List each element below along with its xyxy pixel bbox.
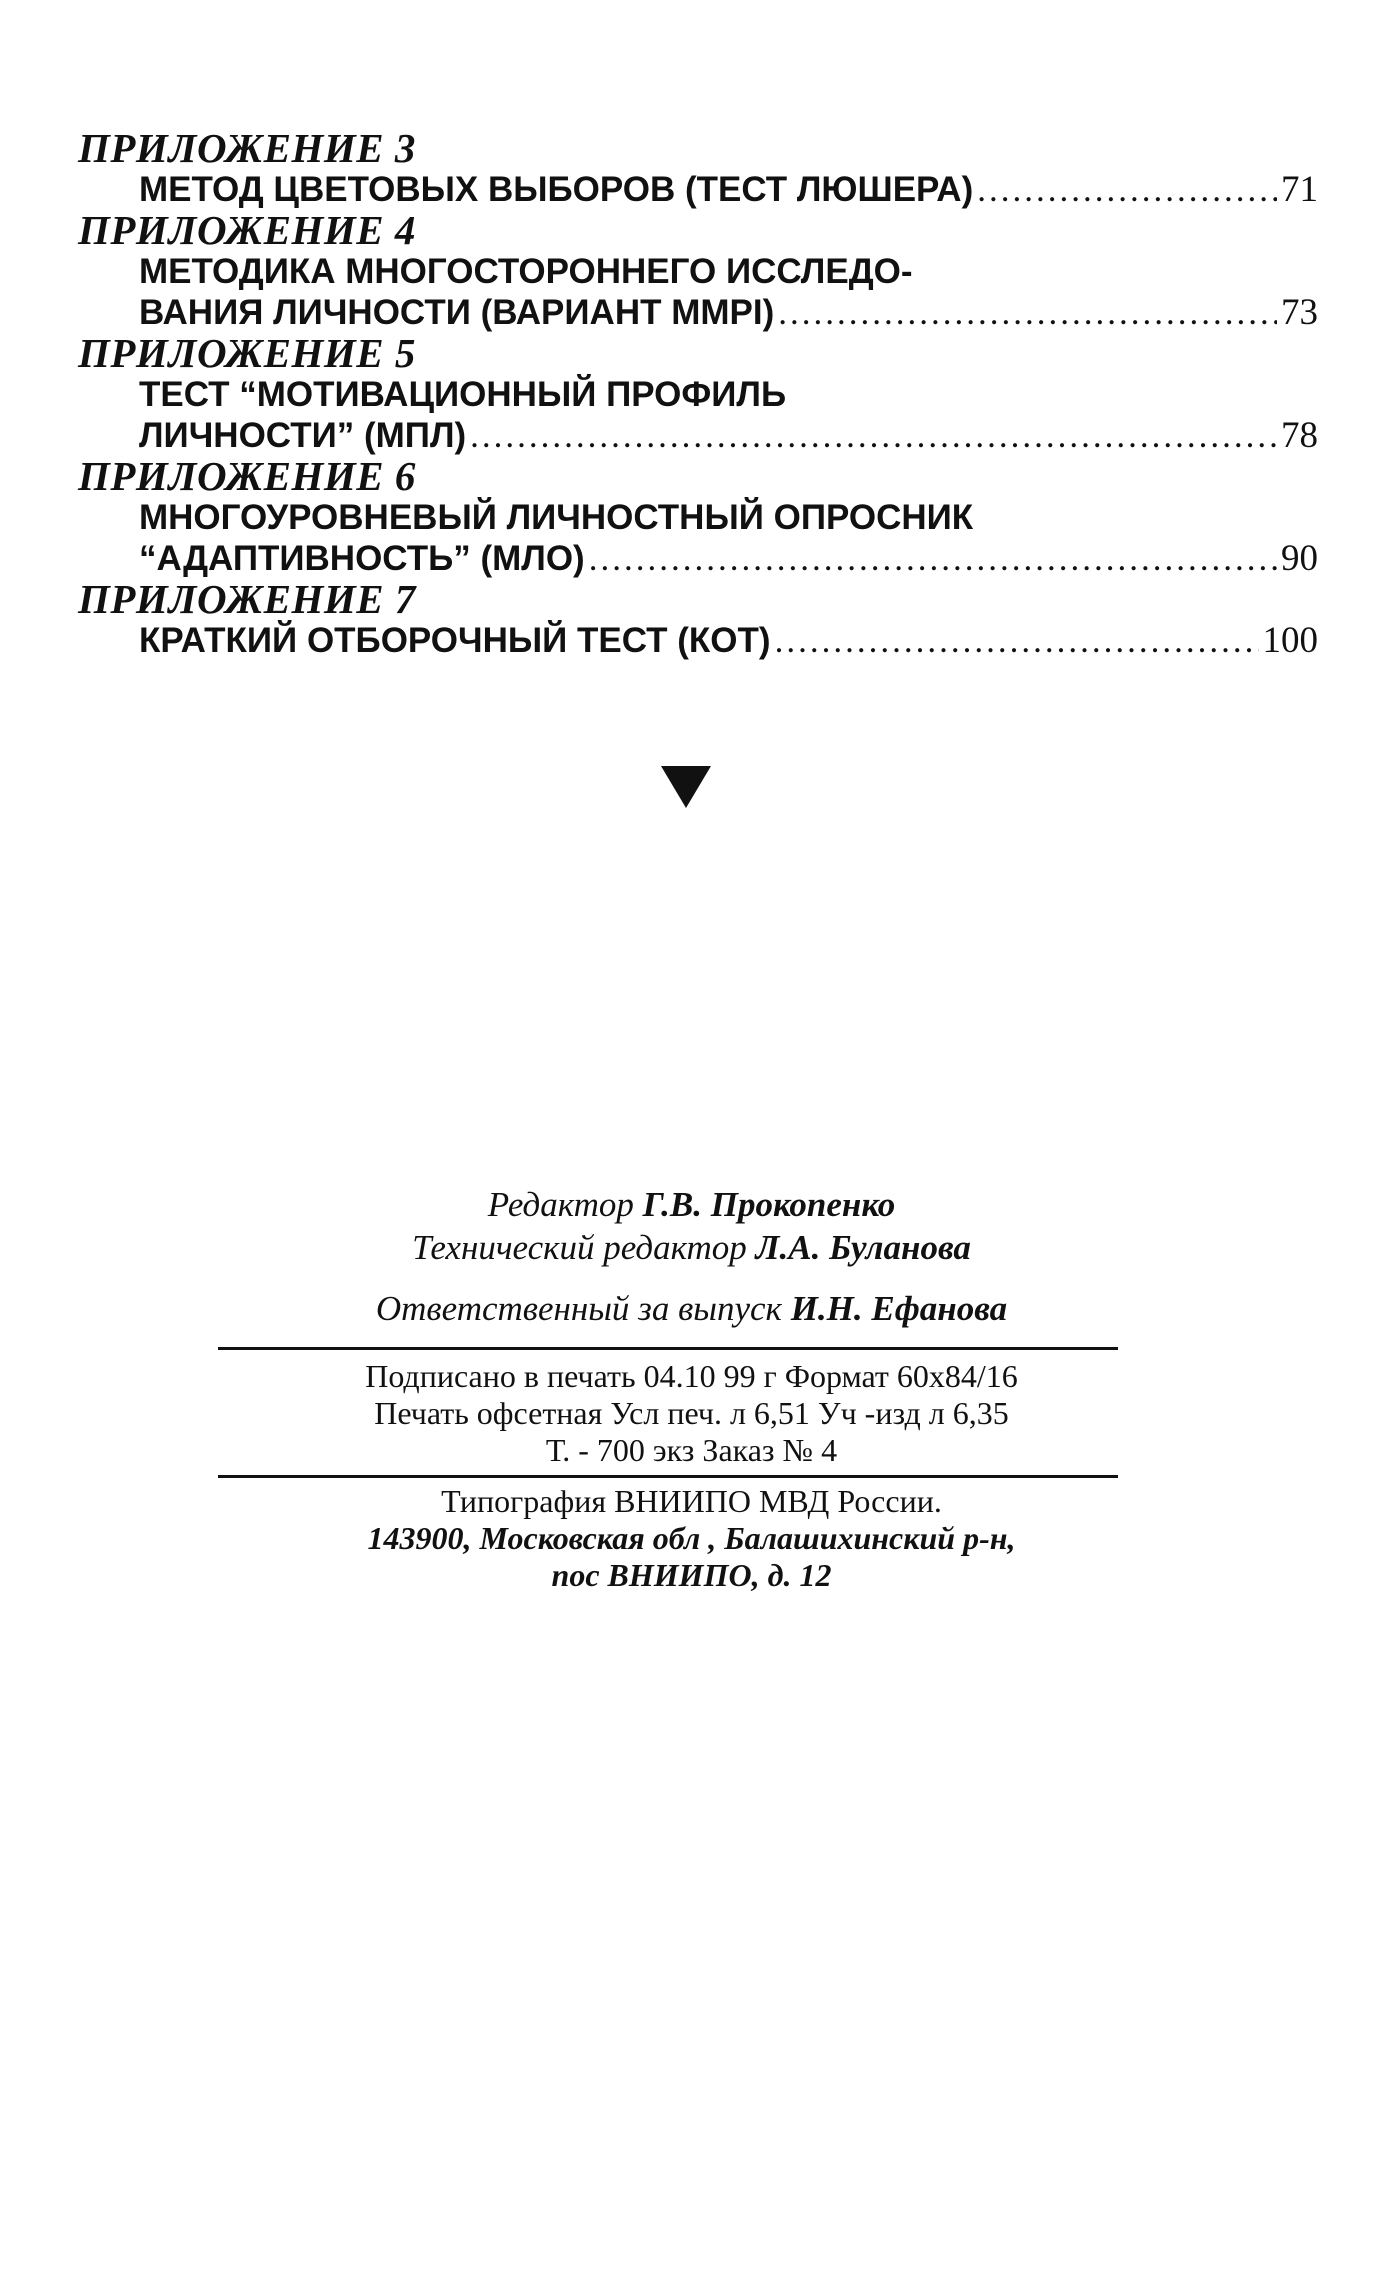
- editor-name: Г.В. Прокопенко: [642, 1185, 896, 1224]
- entry-title: [139, 251, 1318, 333]
- entry-title-line: МЕТОДИКА МНОГОСТОРОННЕГО ИССЛЕДО-: [139, 252, 913, 291]
- print-info-line: Подписано в печать 04.10 99 г Формат 60x84/16: [365, 1358, 1018, 1394]
- toc-entry: [78, 125, 1318, 210]
- appendix-heading: ПРИЛОЖЕНИЕ 5: [78, 330, 416, 376]
- page-number: 78: [1281, 415, 1318, 456]
- entry-title-text: “АДАПТИВНОСТЬ” (МЛО): [139, 539, 585, 578]
- dot-leader: [778, 292, 1277, 333]
- entry-title-line: [139, 415, 1318, 456]
- entry-title-line: [139, 169, 1318, 210]
- editor-credit: [0, 1183, 1383, 1226]
- responsible-name: И.Н. Ефанова: [790, 1289, 1008, 1328]
- entry-title-text: ВАНИЯ ЛИЧНОСТИ (ВАРИАНТ ММРI): [139, 293, 775, 332]
- tech-editor-name: Л.А. Буланова: [755, 1228, 971, 1267]
- dot-leader: [470, 415, 1277, 456]
- dot-leader: [775, 620, 1259, 661]
- appendix-heading: ПРИЛОЖЕНИЕ 4: [78, 207, 416, 253]
- page-number: 71: [1281, 169, 1318, 210]
- entry-title-text: ЛИЧНОСТИ” (МПЛ): [139, 416, 467, 455]
- toc-entry: [78, 330, 1318, 456]
- page-number: 100: [1262, 620, 1318, 661]
- table-of-contents: [78, 125, 1318, 661]
- entry-title: [139, 497, 1318, 579]
- entry-title-line: [139, 538, 1318, 579]
- entry-title-line: МНОГОУРОВНЕВЫЙ ЛИЧНОСТНЫЙ ОПРОСНИК: [139, 498, 974, 537]
- entry-title-text: МЕТОД ЦВЕТОВЫХ ВЫБОРОВ (ТЕСТ ЛЮШЕРА): [139, 170, 974, 209]
- responsible-role: Ответственный за выпуск: [375, 1289, 782, 1328]
- toc-entry: [78, 576, 1318, 661]
- entry-title: [139, 169, 1318, 210]
- press-name: Типография ВНИИПО МВД России.: [441, 1483, 942, 1519]
- dot-leader: [589, 538, 1277, 579]
- divider-top: [218, 1347, 1118, 1350]
- divider-bottom: [218, 1475, 1118, 1478]
- entry-title-line: [139, 620, 1318, 661]
- end-marker-triangle-icon: [661, 766, 711, 808]
- appendix-heading: ПРИЛОЖЕНИЕ 3: [78, 125, 416, 171]
- responsible-credit: [0, 1287, 1383, 1330]
- entry-title: [139, 374, 1318, 456]
- entry-title-line: ТЕСТ “МОТИВАЦИОННЫЙ ПРОФИЛЬ: [139, 375, 787, 414]
- page-number: 90: [1281, 538, 1318, 579]
- entry-title: [139, 620, 1318, 661]
- appendix-heading: ПРИЛОЖЕНИЕ 7: [78, 576, 416, 622]
- page-number: 73: [1281, 292, 1318, 333]
- entry-title-line: [139, 292, 1318, 333]
- dot-leader: [977, 169, 1277, 210]
- entry-title-text: КРАТКИЙ ОТБОРОЧНЫЙ ТЕСТ (КОТ): [139, 621, 771, 660]
- print-info-line: Печать офсетная Усл печ. л 6,51 Уч -изд л 6,35: [374, 1395, 1009, 1431]
- tech-editor-role: Технический редактор: [412, 1228, 747, 1267]
- editor-role: Редактор: [487, 1185, 634, 1224]
- tech-editor-credit: [0, 1226, 1383, 1269]
- toc-entry: [78, 453, 1318, 579]
- print-info-line: Т. - 700 экз Заказ № 4: [545, 1432, 838, 1468]
- toc-entry: [78, 207, 1318, 333]
- appendix-heading: ПРИЛОЖЕНИЕ 6: [78, 453, 416, 499]
- press-address-line: пос ВНИИПО, д. 12: [551, 1557, 832, 1593]
- press-address-line: 143900, Московская обл , Балашихинский р-н,: [367, 1520, 1016, 1556]
